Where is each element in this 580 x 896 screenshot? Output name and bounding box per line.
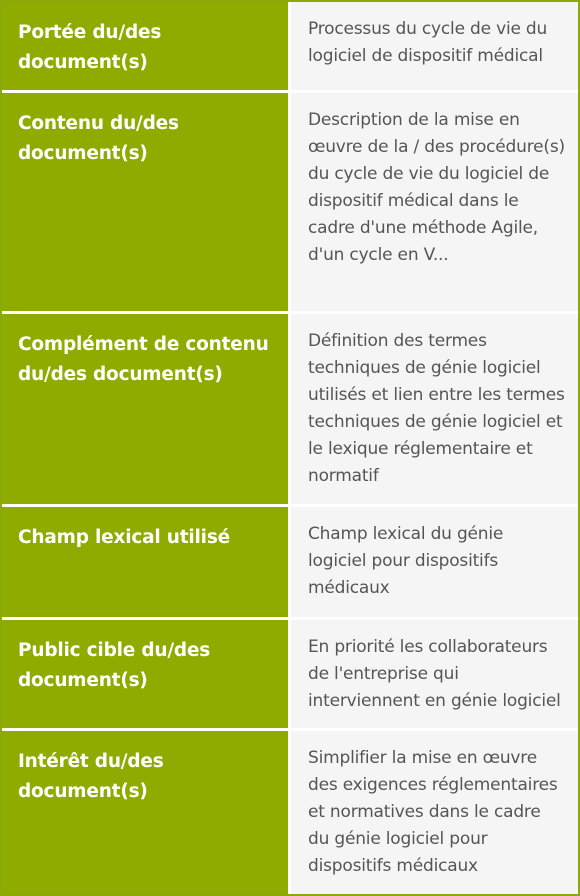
table-row-target-audience [2,620,578,728]
row-header: Public cible du/des document(s) [2,620,288,728]
row-header: Complément de contenu du/des document(s) [2,314,288,504]
row-value: Définition des termes techniques de génie logiciel utilisés et lien entre les termes techniques de génie logiciel et le lexique réglementaire et normatif [291,314,578,504]
row-value: En priorité les collaborateurs de l'entreprise qui interviennent en génie logiciel [291,620,578,728]
row-header: Portée du/des document(s) [2,2,288,90]
table-row-content-complement [2,314,578,504]
row-header: Intérêt du/des document(s) [2,731,288,894]
table-row-scope [2,2,578,90]
table-row-interest [2,731,578,894]
table-row-lexical-field [2,507,578,617]
row-value: Champ lexical du génie logiciel pour dispositifs médicaux [291,507,578,617]
row-value: Simplifier la mise en œuvre des exigences réglementaires et normatives dans le cadre du génie logiciel pour dispositifs médicaux [291,731,578,894]
row-value: Description de la mise en œuvre de la / des procédure(s) du cycle de vie du logiciel de dispositif médical dans le cadre d'une méthode Agile, d'un cycle en V... [291,93,578,311]
row-header: Champ lexical utilisé [2,507,288,617]
row-value: Processus du cycle de vie du logiciel de dispositif médical [291,2,578,90]
row-header: Contenu du/des document(s) [2,93,288,311]
table-row-content [2,93,578,311]
